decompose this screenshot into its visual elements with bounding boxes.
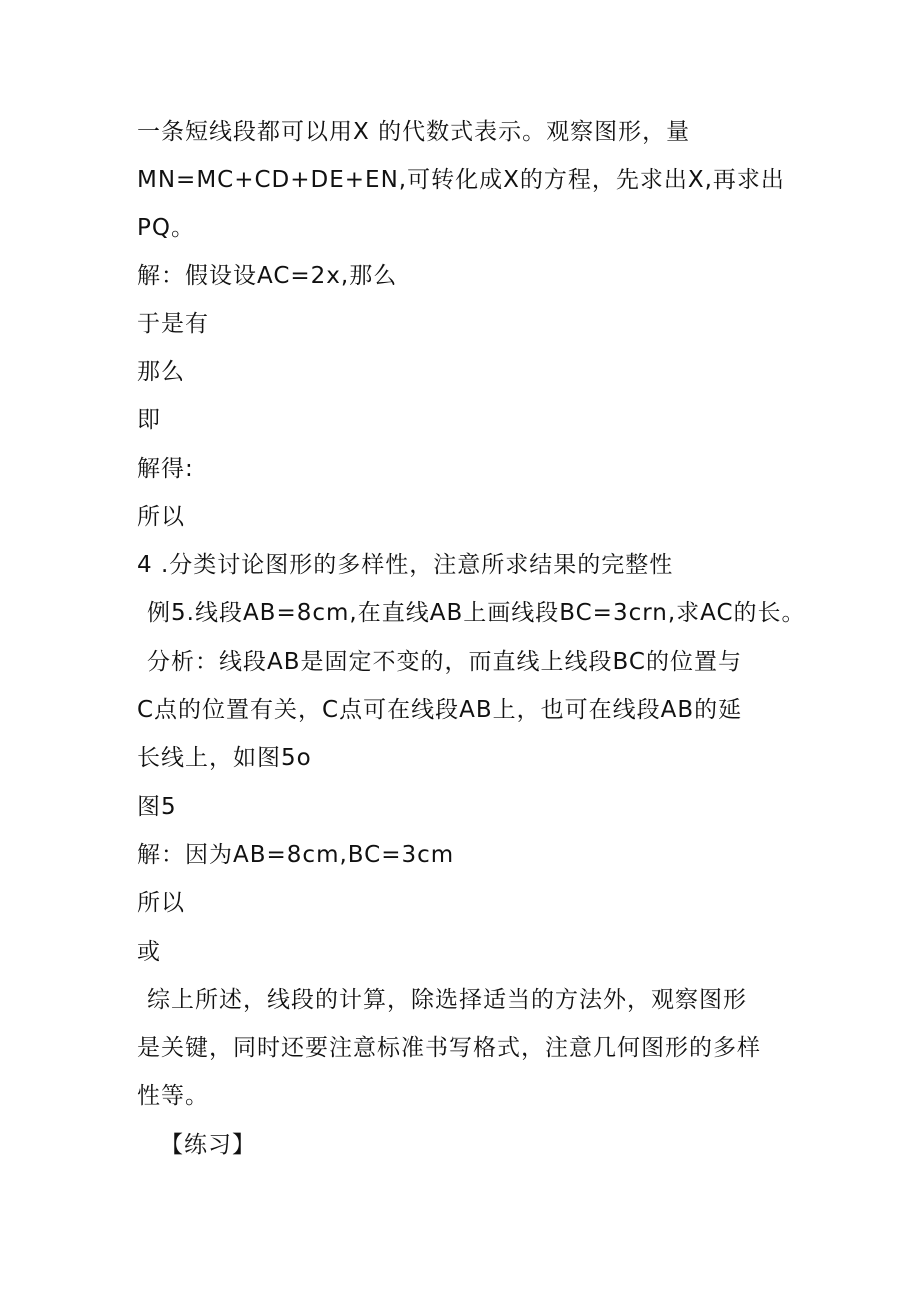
text-line-5: 于是有 (137, 311, 209, 337)
text-line-2: MN=MC+CD+DE+EN,可转化成X的方程，先求出X,再求出 (137, 167, 785, 193)
text-line-7: 即 (137, 407, 161, 433)
text-line-1: 一条短线段都可以用X 的代数式表示。观察图形，量 (137, 119, 691, 145)
summary-line-2: 是关键，同时还要注意标准书写格式，注意几何图形的多样 (137, 1035, 761, 1061)
text-line-9: 所以 (137, 504, 185, 530)
solution-line-2: 所以 (137, 890, 185, 916)
practice-heading: 【练习】 (160, 1132, 256, 1158)
summary-line-3: 性等。 (137, 1083, 209, 1109)
analysis-line-1: 分析：线段AB是固定不变的，而直线上线段BC的位置与 (147, 649, 742, 675)
text-line-3: PQ。 (137, 215, 195, 241)
solution-line-3: 或 (137, 939, 161, 965)
analysis-line-3: 长线上，如图5o (137, 745, 312, 771)
text-line-8: 解得: (137, 456, 194, 482)
summary-line-1: 综上所述，线段的计算，除选择适当的方法外，观察图形 (147, 987, 747, 1013)
text-line-6: 那么 (137, 359, 185, 385)
section-heading-4: 4 .分类讨论图形的多样性，注意所求结果的完整性 (137, 552, 674, 578)
example-5-statement: 例5.线段AB=8cm,在直线AB上画线段BC=3crn,求AC的长。 (147, 600, 806, 626)
figure-label: 图5 (137, 794, 177, 820)
text-line-4: 解：假设设AC=2x,那么 (137, 263, 398, 289)
solution-line-1: 解：因为AB=8cm,BC=3cm (137, 842, 455, 868)
analysis-line-2: C点的位置有关，C点可在线段AB上，也可在线段AB的延 (137, 697, 743, 723)
